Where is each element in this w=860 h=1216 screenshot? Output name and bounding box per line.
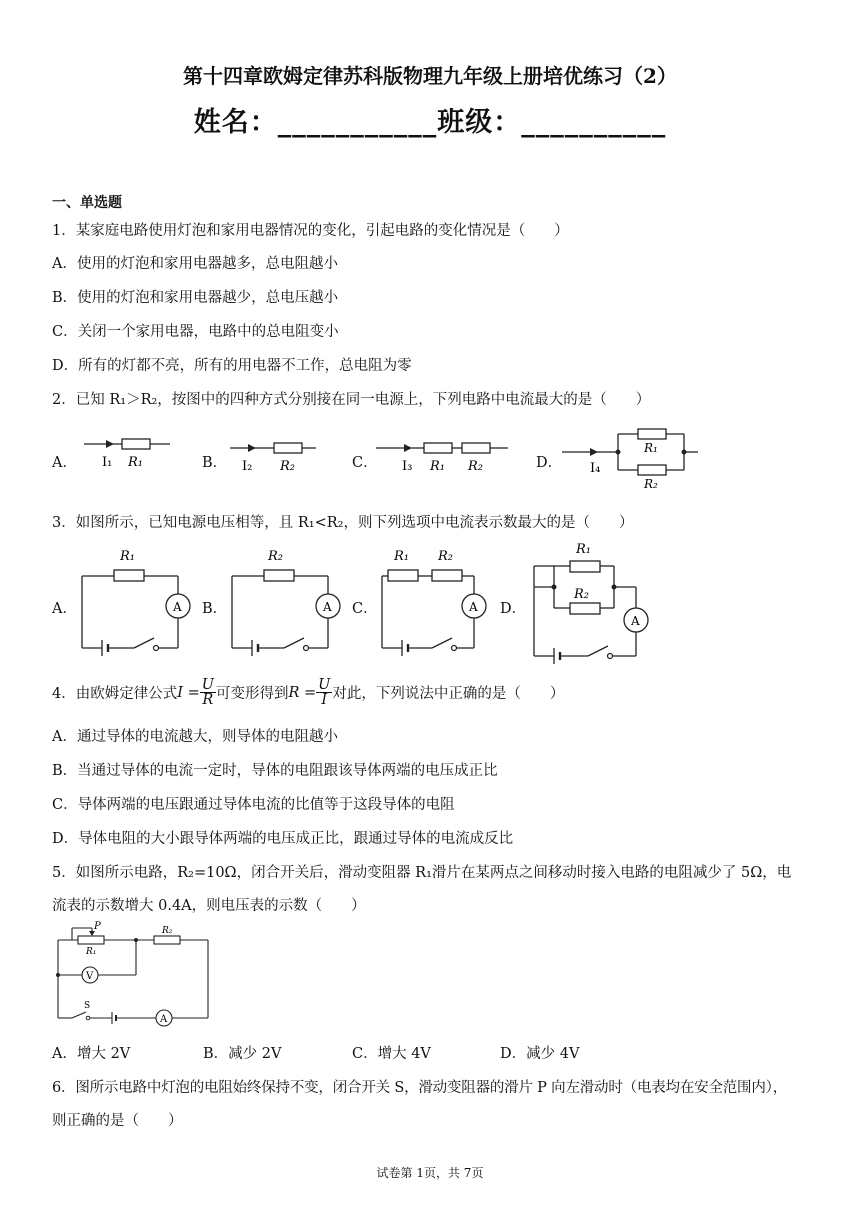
q2-letter-a: A． [52,455,77,471]
q3-stem: 3．如图所示，已知电源电压相等，且 R₁<R₂，则下列选项中电流表示数最大的是（ ） [52,515,634,531]
q4-formula1-numerator: U [201,677,214,693]
q3-letter-d: D． [500,601,527,617]
q5-r1-label: R₁ [86,947,97,957]
q1-option-c: C．关闭一个家用电器，电路中的总电阻变小 [52,324,339,340]
q3c-r2-label: R₂ [438,549,453,564]
q4-option-c: C．导体两端的电压跟通过导体电流的比值等于这段导体的电阻 [52,797,455,813]
q5-voltmeter-label: V [86,971,94,982]
q4-formula2-denominator: I [321,692,328,708]
q2d-current-label: I₄ [590,461,601,476]
class-blank: __________ [521,107,667,138]
q3-letter-c: C． [352,601,378,617]
q3c-ammeter-label: A [469,600,478,614]
q2b-current-label: I₂ [242,459,253,474]
q5-ammeter-label: A [160,1014,168,1025]
q2c-current-label: I₃ [402,459,413,474]
q4-formula1-lhs: I = [177,684,200,701]
page-footer: 试卷第 1页，共 7页 [376,1166,484,1180]
q5-option-b: B．减少 2V [203,1046,282,1062]
q5-option-a: A．增大 2V [52,1046,131,1062]
q4-formula2-fraction [316,678,332,707]
q6-stem-line2: 则正确的是（ ） [52,1113,183,1129]
q3-figure-d [526,536,656,666]
q5-option-c: C．增大 4V [352,1046,431,1062]
q4-formula1-fraction [200,678,216,707]
q5-circuit-figure [50,920,215,1032]
q3d-r1-label: R₁ [576,542,591,557]
q2-letter-c: C． [352,455,378,471]
q2-stem: 2．已知 R₁＞R₂，按图中的四种方式分别接在同一电源上，下列电路中电流最大的是（ ） [52,392,651,408]
q6-stem-line1: 6．图所示电路中灯泡的电阻始终保持不变，闭合开关 S，滑动变阻器的滑片 P 向左滑动时（电表均在安全范围内）， [52,1080,787,1096]
q3b-ammeter-label: A [323,600,332,614]
q1-option-b: B．使用的灯泡和家用电器越少，总电压越小 [52,290,339,306]
q2c-r2-label: R₂ [468,459,483,474]
student-info-line [0,100,860,139]
q1-option-a: A．使用的灯泡和家用电器越多，总电阻越小 [52,256,338,272]
q3b-resistor-label: R₂ [268,549,283,564]
q3c-r1-label: R₁ [394,549,409,564]
q5-slider-label: P [94,921,101,932]
q5-switch-label: S [84,1001,91,1011]
q4-stem-part1: 4．由欧姆定律公式 [52,686,178,702]
q4-option-a: A．通过导体的电流越大，则导体的电阻越小 [52,729,338,745]
name-blank: ___________ [277,107,438,138]
section-title: 一、单选题 [52,195,122,211]
q3a-ammeter-label: A [173,600,182,614]
q4-formula2-lhs: R = [288,684,317,701]
q4-option-d: D．导体电阻的大小跟导体两端的电压成正比，跟通过导体的电流成反比 [52,831,514,847]
q2-figure-b [228,438,318,478]
q5-stem-line1: 5．如图所示电路，R₂=10Ω，闭合开关后，滑动变阻器 R₁滑片在某两点之间移动时接入电路的电阻减少了 5Ω，电 [52,865,792,881]
q4-stem-part2: 可变形得到 [215,686,289,702]
class-label: 班级： [437,107,522,138]
q3d-r2-label: R₂ [574,587,589,602]
q2-figure-c [374,438,514,478]
q1-option-d: D．所有的灯都不亮，所有的用电器不工作，总电阻为零 [52,358,412,374]
q2d-r1-label: R₁ [644,441,658,455]
q2a-resistor-label: R₁ [128,455,143,470]
q2-letter-d: D． [536,455,563,471]
q3d-ammeter-label: A [631,614,640,628]
q4-stem [52,678,564,707]
q3-figure-c [374,544,494,662]
q5-r2-label: R₂ [162,926,173,936]
q3a-resistor-label: R₁ [120,549,135,564]
q3-figure-a [74,544,194,662]
q2b-resistor-label: R₂ [280,459,295,474]
q4-stem-part3: 对此，下列说法中正确的是（ ） [332,686,565,702]
q3-letter-b: B． [202,601,228,617]
q1-stem: 1．某家庭电路使用灯泡和家用电器情况的变化，引起电路的变化情况是（ ） [52,223,569,239]
q2c-r1-label: R₁ [430,459,445,474]
q5-stem-line2: 流表的示数增大 0.4A，则电压表的示数（ ） [52,898,366,914]
q3-figure-b [224,544,344,662]
q2d-r2-label: R₂ [644,477,658,490]
q4-formula1-denominator: R [202,692,214,708]
q2-letter-b: B． [202,455,228,471]
paper-title: 第十四章欧姆定律苏科版物理九年级上册培优练习（2） [183,64,677,88]
q2-figure-a [82,434,172,474]
q5-option-d: D．减少 4V [500,1046,580,1062]
q4-option-b: B．当通过导体的电流一定时，导体的电阻跟该导体两端的电压成正比 [52,763,498,779]
q3-letter-a: A． [52,601,77,617]
name-label: 姓名： [193,107,278,138]
q2a-current-label: I₁ [102,455,113,470]
q4-formula2-numerator: U [318,677,331,693]
q2-figure-d [560,424,700,490]
